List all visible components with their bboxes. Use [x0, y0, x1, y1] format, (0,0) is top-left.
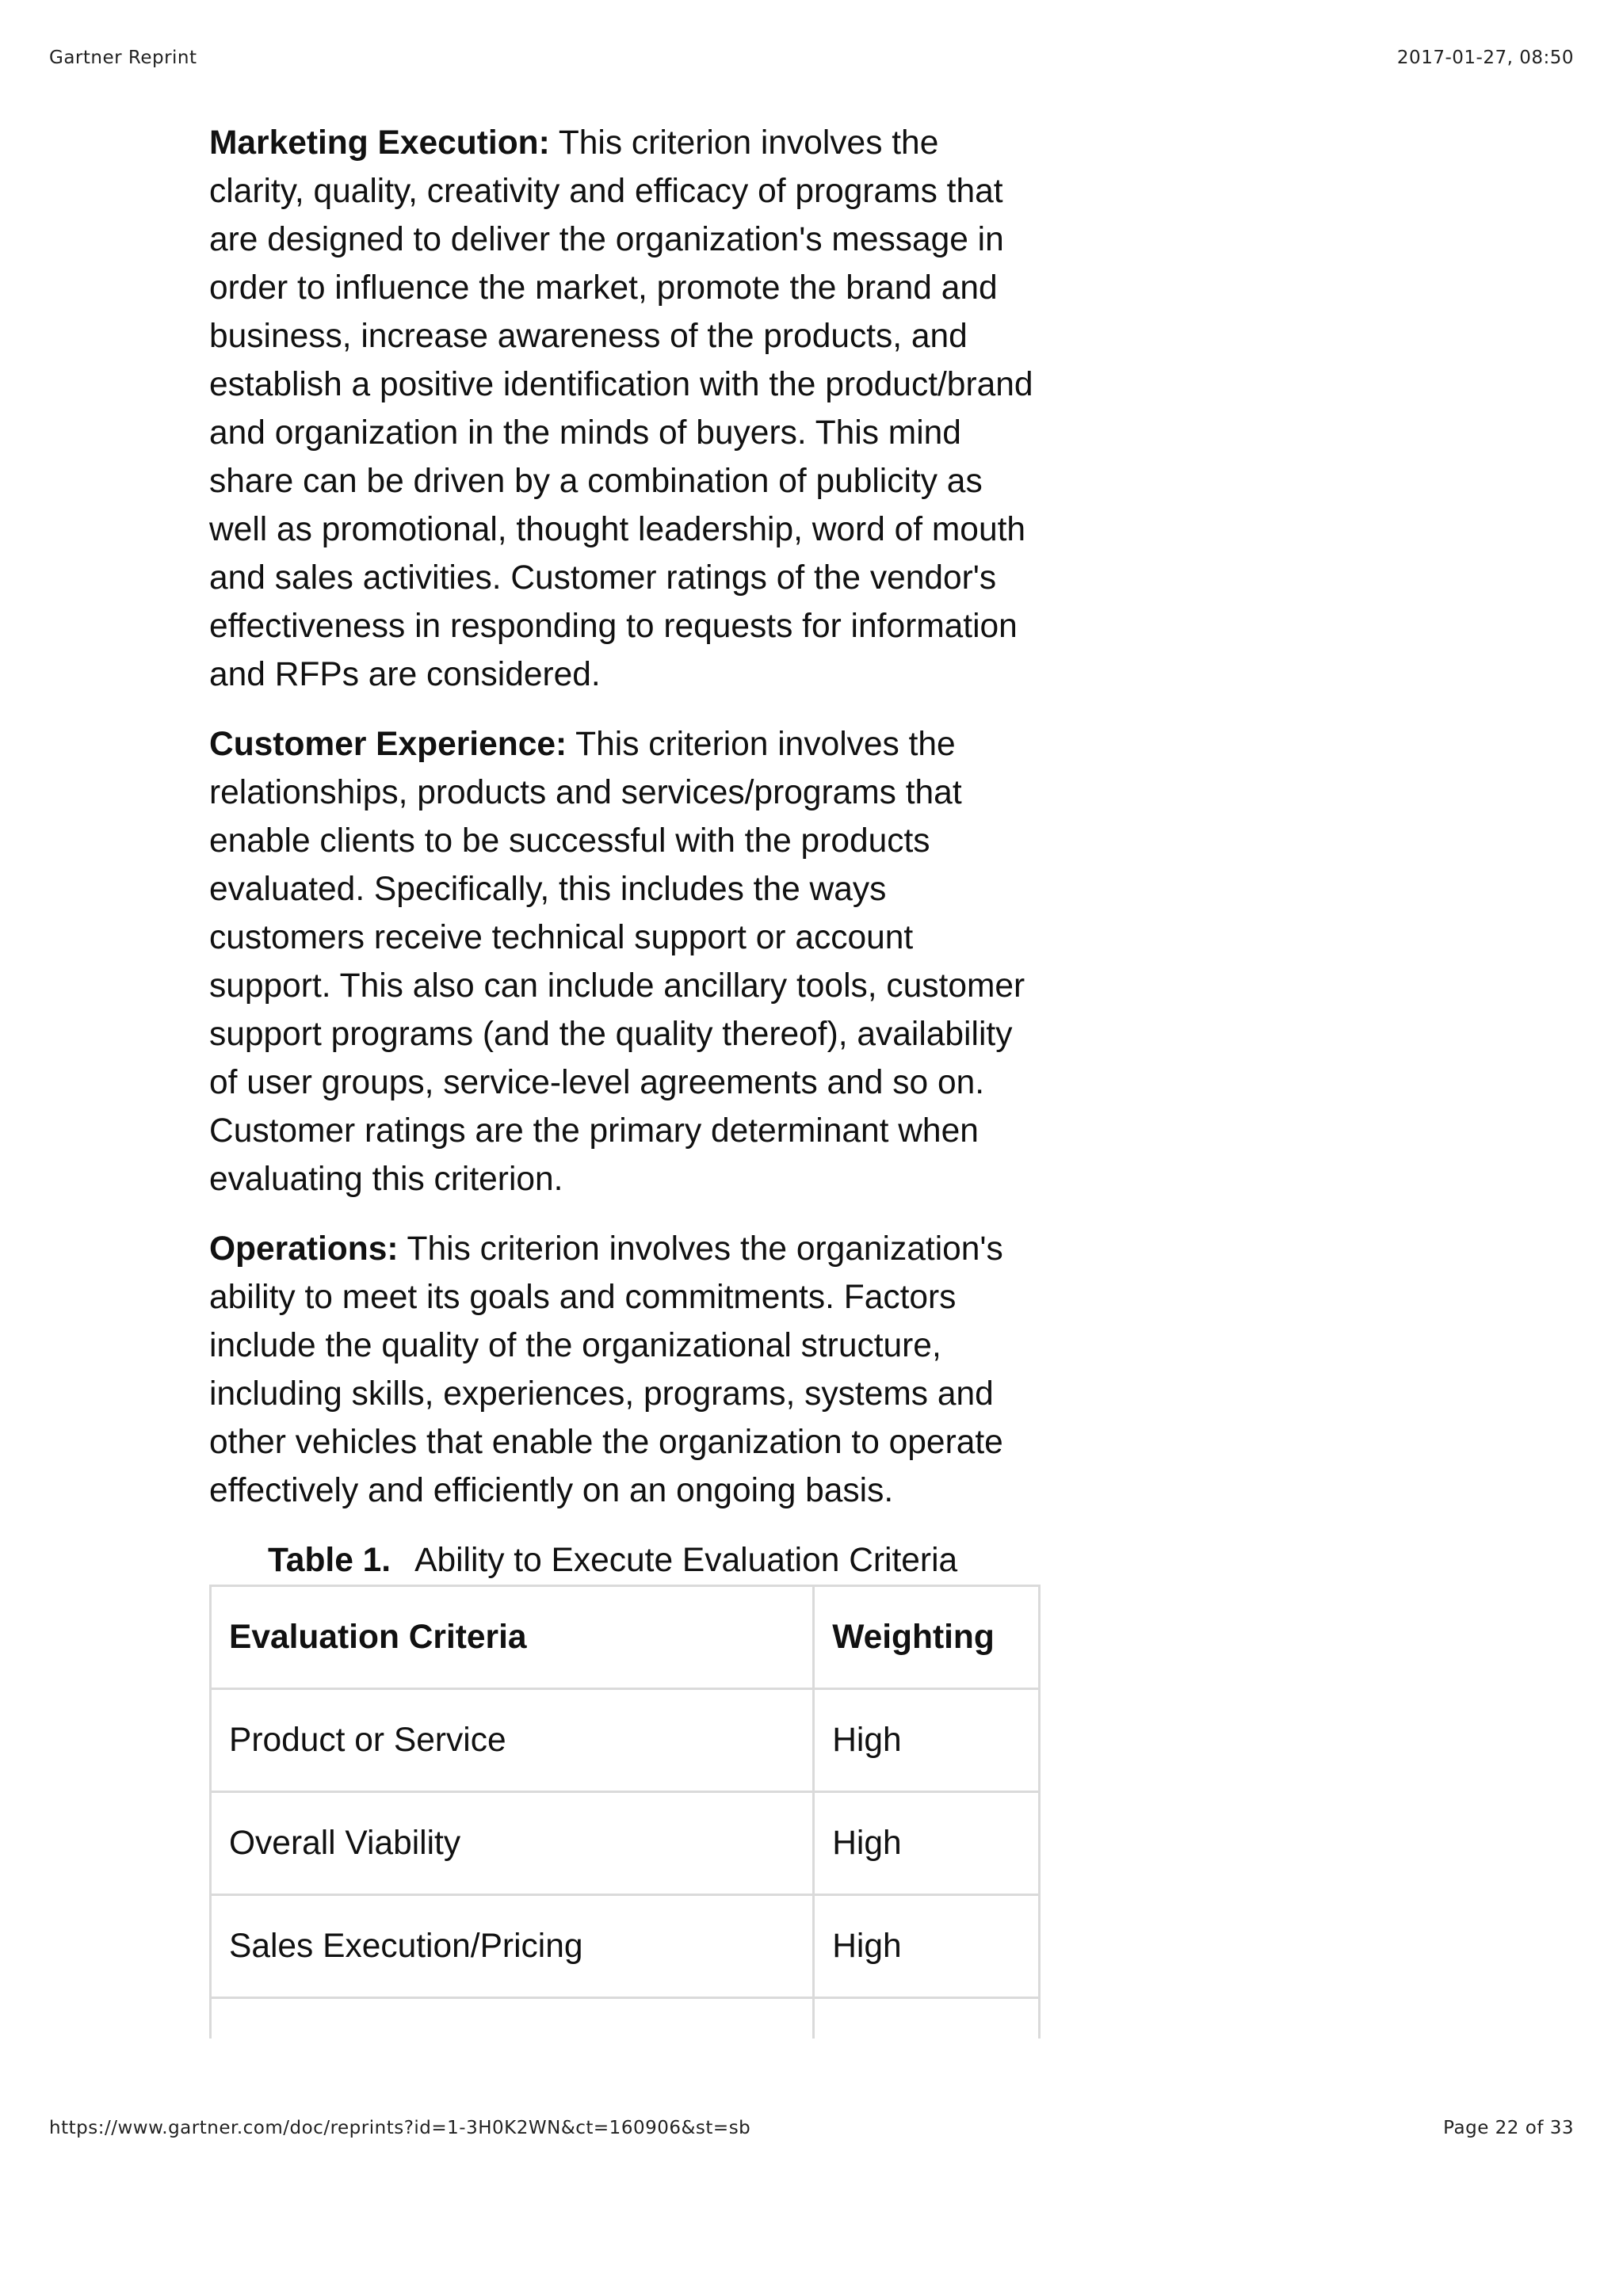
column-header-criteria: Evaluation Criteria: [211, 1586, 814, 1689]
table-row: [211, 1792, 1040, 1895]
weighting-cell: High: [814, 1895, 1040, 1998]
weighting-cell: [814, 1998, 1040, 2039]
weighting-cell: High: [814, 1792, 1040, 1895]
evaluation-criteria-table: [209, 1585, 1041, 2039]
table-clip: [209, 1585, 1041, 2039]
column-header-weighting: Weighting: [814, 1586, 1040, 1689]
print-footer: [49, 2118, 1574, 2138]
paragraph-text: This criterion involves the relationships, products and services/programs that enable clients to be successful with the products evaluated. Specifically, this includes the ways customers receive technical support or account support. This also can include ancillary tools, customer support programs (and the quality thereof), availability of user groups, service-level agreements and so on. Customer ratings are the primary determinant when evaluating this criterion.: [209, 726, 1025, 1198]
criteria-cell: Sales Execution/Pricing: [211, 1895, 814, 1998]
header-timestamp: 2017-01-27, 08:50: [1396, 48, 1574, 68]
paragraph-term: Marketing Execution:: [209, 124, 550, 162]
table-caption-label: Table 1.: [268, 1542, 391, 1579]
weighting-cell: High: [814, 1689, 1040, 1792]
criteria-cell: Product or Service: [211, 1689, 814, 1792]
header-title: Gartner Reprint: [49, 48, 197, 68]
criteria-cell: Overall Viability: [211, 1792, 814, 1895]
print-header: [49, 48, 1574, 68]
paragraph-operations: [209, 1225, 1041, 1515]
paragraph-text: This criterion involves the organization's ability to meet its goals and commitments. Factors include the quality of the organizational structure, including skills, experiences, programs, systems and other vehicles that enable the organization to operate effectively and efficiently on an ongoing basis.: [209, 1230, 1003, 1509]
paragraph-marketing-execution: [209, 119, 1041, 699]
paragraph-customer-experience: [209, 720, 1041, 1203]
paragraph-term: Operations:: [209, 1230, 399, 1268]
footer-page-number: Page 22 of 33: [1443, 2118, 1574, 2138]
paragraph-text: This criterion involves the clarity, quality, creativity and efficacy of programs that are designed to deliver the organization's message in order to influence the market, promote the brand and business, increase awareness of the products, and establish a positive identification with the product/brand and organization in the minds of buyers. This mind share can be driven by a combination of publicity as well as promotional, thought leadership, word of mouth and sales activities. Customer ratings of the vendor's effectiveness in responding to requests for information and RFPs are considered.: [209, 124, 1033, 693]
footer-url: https://www.gartner.com/doc/reprints?id=1-3H0K2WN&ct=160906&st=sb: [49, 2118, 751, 2138]
table-header-row: [211, 1586, 1040, 1689]
table-row: [211, 1895, 1040, 1998]
document-body: [209, 119, 1041, 2039]
paragraph-term: Customer Experience:: [209, 726, 567, 763]
criteria-cell: [211, 1998, 814, 2039]
table-row-cut-off: [211, 1998, 1040, 2039]
table-caption: [268, 1536, 1041, 1585]
table-caption-title: Ability to Execute Evaluation Criteria: [414, 1542, 958, 1579]
table-row: [211, 1689, 1040, 1792]
